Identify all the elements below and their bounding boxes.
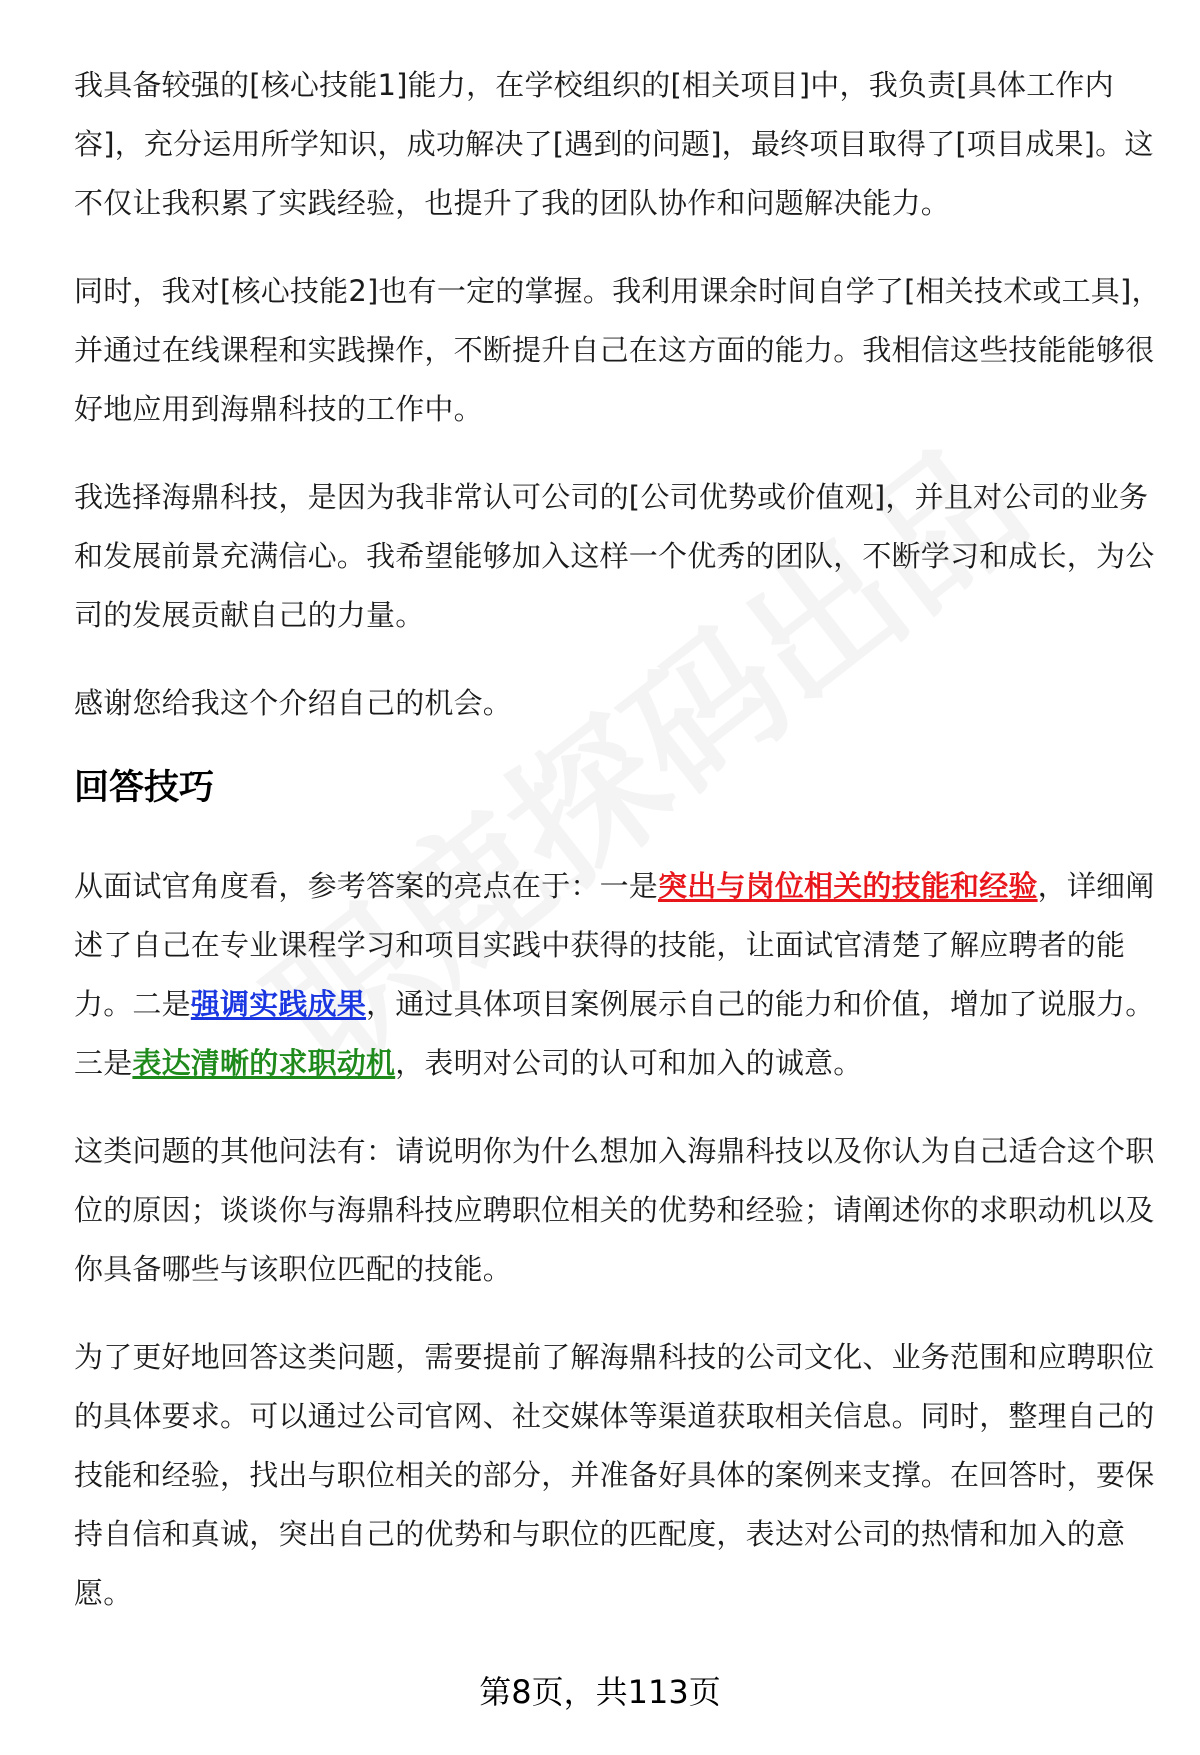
tips-text: ，详细阐述了自己在专业课程学习和项目实践中获得的技能，让面试官清楚了解应聘者的能力。二是 (74, 869, 1155, 1021)
highlight-practice-results: 强调实践成果 (190, 987, 367, 1021)
body-paragraph: 为了更好地回答这类问题，需要提前了解海鼎科技的公司文化、业务范围和应聘职位的具体要求。可以通过公司官网、社交媒体等渠道获取相关信息。同时，整理自己的技能和经验，找出与职位相关的部分，并准备好具体的案例来支撑。在回答时，要保持自信和真诚，突出自己的优势和与职位的匹配度，表达对公司的热情和加入的意愿。 (74, 1340, 1155, 1610)
document-page (74, 56, 1164, 1652)
highlight-motivation: 表达清晰的求职动机 (132, 1046, 396, 1080)
body-paragraph: 我具备较强的[核心技能1]能力，在学校组织的[相关项目]中，我负责[具体工作内容]，充分运用所学知识，成功解决了[遇到的问题]，最终项目取得了[项目成果]。这不仅让我积累了实践经验，也提升了我的团队协作和问题解决能力。 (74, 68, 1154, 220)
tips-text: 从面试官角度看，参考答案的亮点在于：一是 (74, 869, 659, 903)
body-paragraph: 感谢您给我这个介绍自己的机会。 (74, 686, 513, 720)
body-paragraph: 我选择海鼎科技，是因为我非常认可公司的[公司优势或价值观]，并且对公司的业务和发展前景充满信心。我希望能够加入这样一个优秀的团队，不断学习和成长，为公司的发展贡献自己的力量。 (74, 480, 1155, 632)
highlight-skills-experience: 突出与岗位相关的技能和经验 (658, 869, 1038, 903)
tips-paragraph (74, 857, 1164, 1093)
body-paragraph: 这类问题的其他问法有：请说明你为什么想加入海鼎科技以及你认为自己适合这个职位的原因；谈谈你与海鼎科技应聘职位相关的优势和经验；请阐述你的求职动机以及你具备哪些与该职位匹配的技能。 (74, 1134, 1155, 1286)
tips-text: ，通过具体项目案例展示自己的能力和价值，增加了说服力。三是 (74, 987, 1155, 1080)
tips-text: ，表明对公司的认可和加入的诚意。 (395, 1046, 863, 1080)
body-paragraph: 同时，我对[核心技能2]也有一定的掌握。我利用课余时间自学了[相关技术或工具]，并通过在线课程和实践操作，不断提升自己在这方面的能力。我相信这些技能能够很好地应用到海鼎科技的工作中。 (74, 274, 1161, 426)
section-heading: 回答技巧 (74, 768, 215, 808)
page-number-footer: 第8页，共113页 (479, 1673, 721, 1711)
